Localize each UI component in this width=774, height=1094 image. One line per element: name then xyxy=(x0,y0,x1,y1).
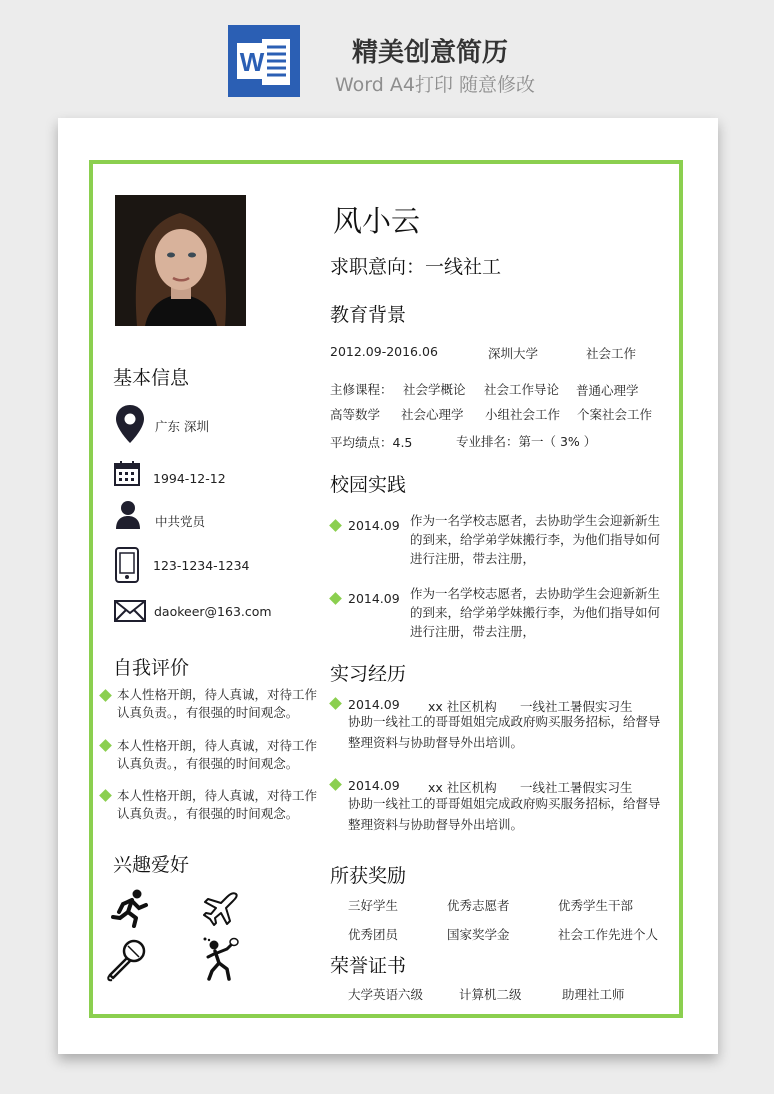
internship-description xyxy=(348,711,668,753)
info-phone: 123-1234-1234 xyxy=(153,558,250,573)
campus-description xyxy=(410,511,670,568)
award-item: 国家奖学金 xyxy=(447,927,510,942)
self-eval-title: 自我评价 xyxy=(113,657,190,679)
job-intent: 求职意向：一线社工 xyxy=(330,256,502,278)
course-item: 小组社会工作 xyxy=(485,407,561,422)
education-major: 社会工作 xyxy=(586,346,637,361)
campus-line: 的到来，给学弟学妹搬行李，为他们指导如何 xyxy=(410,532,661,547)
microphone-icon xyxy=(104,938,148,982)
award-item: 优秀学生干部 xyxy=(558,898,634,913)
basic-info-title: 基本信息 xyxy=(113,367,190,389)
internship-role: 一线社工暑假实习生 xyxy=(520,699,633,714)
education-school: 深圳大学 xyxy=(488,346,539,361)
running-icon xyxy=(110,888,150,928)
cert-item: 助理社工师 xyxy=(562,987,625,1002)
certs-title: 荣誉证书 xyxy=(330,955,407,977)
internship-line: 整理资料与协助督导外出培训。 xyxy=(348,817,524,832)
campus-line: 作为一名学校志愿者，去协助学生会迎新新生 xyxy=(410,586,661,601)
campus-title: 校园实践 xyxy=(330,474,407,496)
awards-title: 所获奖励 xyxy=(330,865,407,887)
location-pin-icon xyxy=(115,404,145,444)
campus-line: 的到来，给学弟学妹搬行李，为他们指导如何 xyxy=(410,605,661,620)
self-eval-item xyxy=(117,686,322,722)
internship-line: 协助一线社工的哥哥姐姐完成政府购买服务招标，给督导 xyxy=(348,796,661,811)
cert-item: 大学英语六级 xyxy=(348,987,424,1002)
gpa: 平均绩点：4.5 xyxy=(330,435,413,450)
award-item: 优秀志愿者 xyxy=(447,898,510,913)
self-eval-line: 本人性格开朗，待人真诚，对待工作 xyxy=(117,687,318,702)
info-location: 广东 深圳 xyxy=(155,419,209,434)
campus-line: 作为一名学校志愿者，去协助学生会迎新新生 xyxy=(410,513,661,528)
internship-date: 2014.09 xyxy=(348,697,400,712)
word-letter: W xyxy=(239,47,265,77)
info-birthdate: 1994-12-12 xyxy=(153,471,226,486)
candidate-name: 风小云 xyxy=(333,204,421,238)
campus-date: 2014.09 xyxy=(348,518,400,533)
self-eval-line: 认真负责。，有很强的时间观念。 xyxy=(117,705,299,720)
course-item: 社会心理学 xyxy=(401,407,464,422)
banner-subtitle: Word A4打印 随意修改 xyxy=(334,74,535,96)
info-email: daokeer@163.com xyxy=(154,604,272,619)
education-period: 2012.09-2016.06 xyxy=(330,344,438,359)
self-eval-line: 本人性格开朗，待人真诚，对待工作 xyxy=(117,788,318,803)
airplane-icon xyxy=(203,891,239,927)
course-item: 社会学概论 xyxy=(403,382,466,397)
self-eval-line: 认真负责。，有很强的时间观念。 xyxy=(117,806,299,821)
self-eval-line: 本人性格开朗，待人真诚，对待工作 xyxy=(117,738,318,753)
internship-org: xx 社区机构 xyxy=(428,699,497,714)
badminton-icon xyxy=(203,937,243,981)
word-doc-icon xyxy=(228,25,300,97)
person-icon xyxy=(115,500,141,530)
course-item: 社会工作导论 xyxy=(484,382,560,397)
internship-line: 协助一线社工的哥哥姐姐完成政府购买服务招标，给督导 xyxy=(348,714,661,729)
course-item: 普通心理学 xyxy=(576,383,639,398)
internship-role: 一线社工暑假实习生 xyxy=(520,780,633,795)
campus-line: 进行注册，带去注册， xyxy=(410,551,536,566)
info-political: 中共党员 xyxy=(155,514,206,529)
major-rank: 专业排名：第一（ 3% ） xyxy=(456,434,597,449)
phone-icon xyxy=(115,547,139,583)
self-eval-line: 认真负责。，有很强的时间观念。 xyxy=(117,756,299,771)
course-item: 个案社会工作 xyxy=(577,407,653,422)
banner-title: 精美创意简历 xyxy=(351,38,508,68)
self-eval-item xyxy=(117,737,322,773)
internship-line: 整理资料与协助督导外出培训。 xyxy=(348,735,524,750)
education-title: 教育背景 xyxy=(330,304,407,326)
campus-date: 2014.09 xyxy=(348,591,400,606)
profile-photo xyxy=(115,195,246,326)
campus-line: 进行注册，带去注册， xyxy=(410,624,536,639)
self-eval-item xyxy=(117,787,322,823)
hobbies-title: 兴趣爱好 xyxy=(113,854,190,876)
envelope-icon xyxy=(114,600,146,622)
award-item: 社会工作先进个人 xyxy=(558,927,659,942)
internship-description xyxy=(348,793,668,835)
campus-description xyxy=(410,584,670,641)
cert-item: 计算机二级 xyxy=(459,987,522,1002)
internship-org: xx 社区机构 xyxy=(428,780,497,795)
award-item: 三好学生 xyxy=(348,898,399,913)
course-item: 高等数学 xyxy=(330,407,381,422)
internship-title: 实习经历 xyxy=(330,663,407,685)
courses-label: 主修课程： xyxy=(330,382,393,397)
calendar-icon xyxy=(114,460,140,486)
award-item: 优秀团员 xyxy=(348,927,399,942)
internship-date: 2014.09 xyxy=(348,778,400,793)
